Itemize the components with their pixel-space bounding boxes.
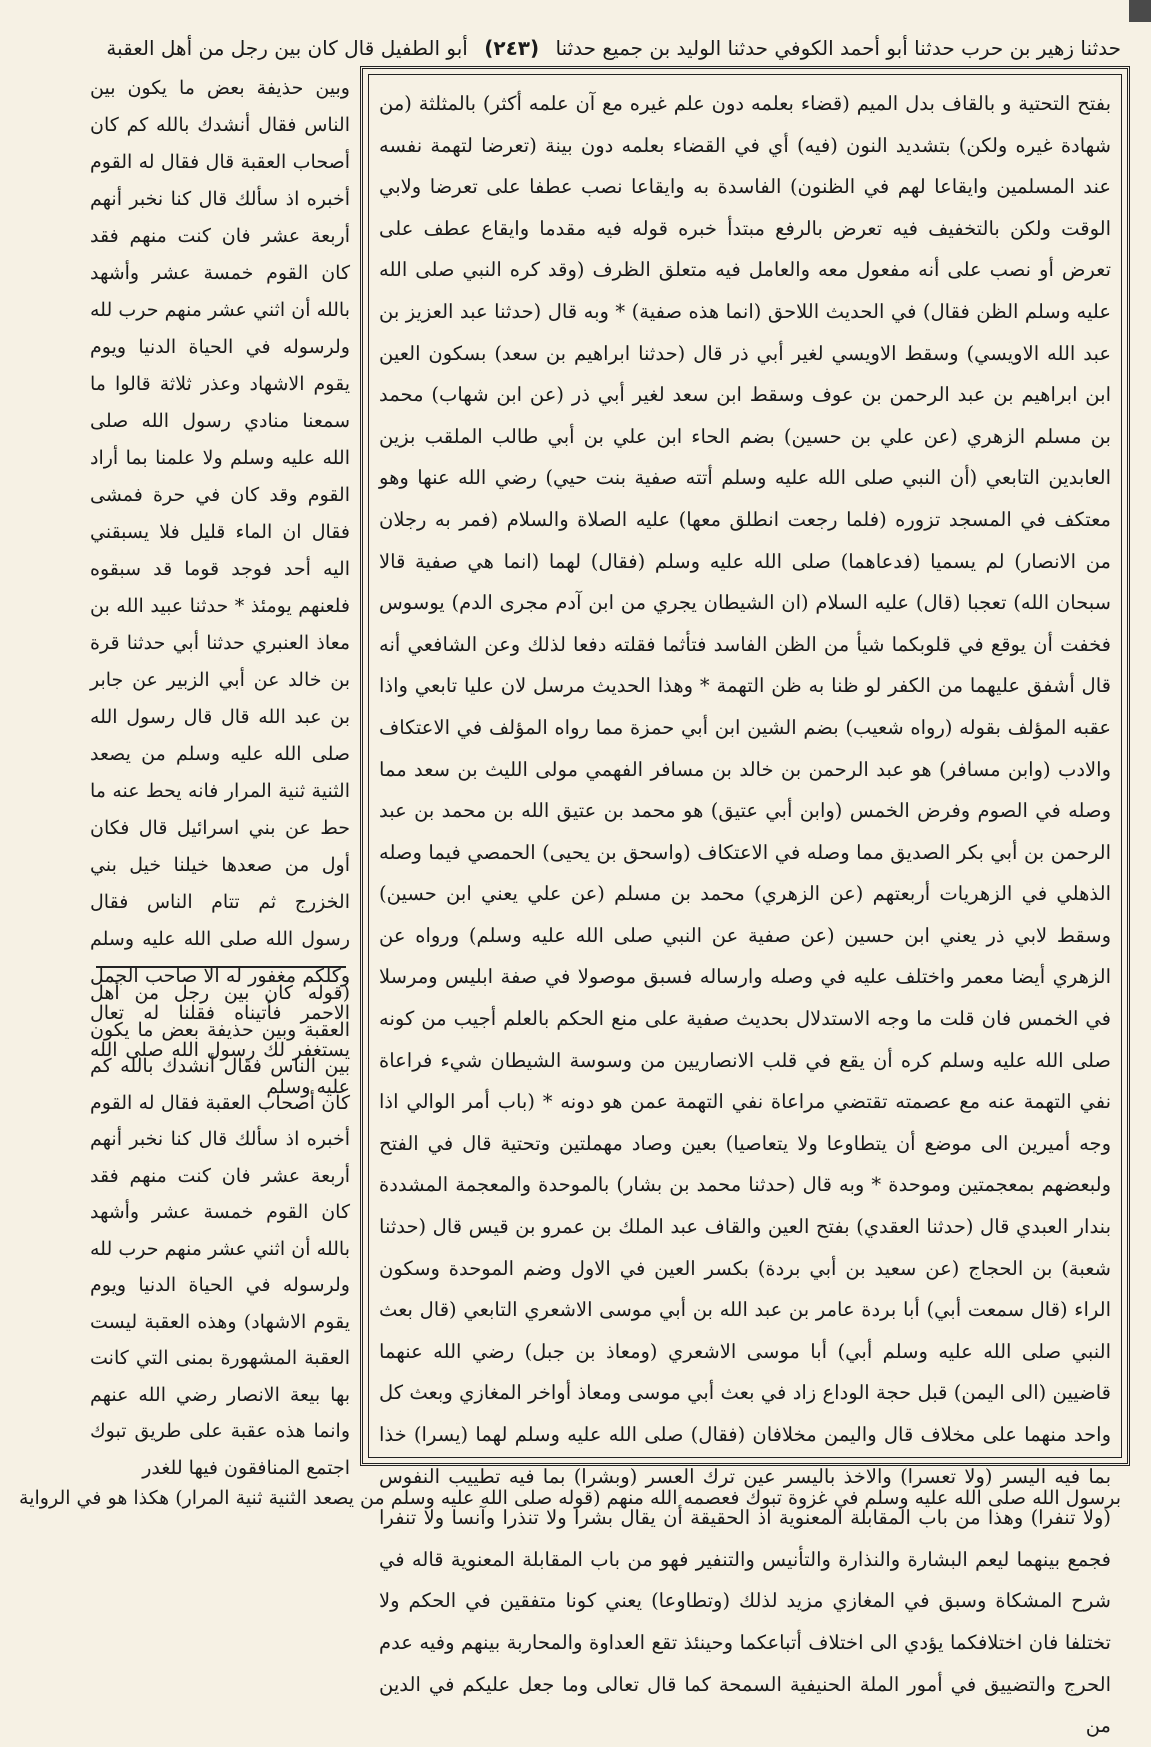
page-number: (٢٤٣) — [484, 36, 540, 60]
side-commentary-text: (قوله كان بين رجل من أهل العقبة وبين حذيفة بعض ما يكون بين الناس فقال أنشدك بالله كم كان أصحاب العقبة فقال له القوم أخبره اذ سألك قال كنا نخبر أنهم أربعة عشر فان كنت منهم فقد كان القوم خمسة عشر وأشهد بالله أن اثني عشر منهم حرب لله ولرسوله في الحياة الدنيا ويوم يقوم الاشهاد) وهذه العقبة ليست العقبة المشهورة بمنى التي كانت بها بيعة الانصار رضي الله عنهم وانما هذه عقبة على طريق تبوك اجتمع المنافقون فيها للغدر — [90, 982, 350, 1479]
side-hadith-text: وبين حذيفة بعض ما يكون بين الناس فقال أنشدك بالله كم كان أصحاب العقبة قال فقال له القوم أخبره اذ سألك قال كنا نخبر أنهم أربعة عشر فان كنت منهم فقد كان القوم خمسة عشر وأشهد بالله أن اثني عشر منهم حرب لله ولرسوله في الحياة الدنيا ويوم يقوم الاشهاد وعذر ثلاثة قالوا ما سمعنا منادي رسول الله صلى الله عليه وسلم ولا علمنا بما أراد القوم وقد كان في حرة فمشى فقال ان الماء قليل فلا يسبقني اليه أحد فوجد قوما قد سبقوه فلعنهم يومئذ * حدثنا عبيد الله بن معاذ العنبري حدثنا أبي حدثنا قرة بن خالد عن أبي الزبير عن جابر بن عبد الله قال قال رسول الله صلى الله عليه وسلم من يصعد الثنية ثنية المرار فانه يحط عنه ما حط عن بني اسرائيل قال فكان أول من صعدها خيلنا خيل بني الخزرج ثم تتام الناس فقال رسول الله صلى الله عليه وسلم وكلكم مغفور له الا صاحب الجمل الاحمر فأتيناه فقلنا له تعال يستغفر لك رسول الله صلى الله عليه وسلم — [90, 77, 350, 1098]
page-footer: برسول الله صلى الله عليه وسلم في غزوة تبوك فعصمه الله منهم (قوله صلى الله عليه وسلم من يصعد الثنية ثنية المرار) هكذا هو في الرواية — [19, 1487, 1121, 1509]
page-header — [90, 30, 1121, 66]
main-commentary-text: بفتح التحتية و بالقاف بدل الميم (قضاء بعلمه دون علم غيره مع آن علمه أكثر) بالمثلثة (من شهادة غيره ولكن) بتشديد النون (فيه) أي في القضاء بعلمه دون بينة (تعرضا لتهمة نفسه عند المسلمين وايقاعا لهم في الظنون) الفاسدة به وايقاعا نصب عطفا على تعرضا ولابي الوقت ولكن بالتخفيف فيه تعرض بالرفع مبتدأ خبره قوله فيه مقدما وايقاع عطف على تعرض أو نصب على أنه مفعول معه والعامل فيه متعلق الظرف (وقد كره النبي صلى الله عليه وسلم الظن فقال) في الحديث اللاحق (انما هذه صفية) * وبه قال (حدثنا عبد العزيز بن عبد الله الاويسي) وسقط الاويسي لغير أبي ذر قال (حدثنا ابراهيم بن سعد) بسكون العين ابن ابراهيم بن عبد الرحمن بن عوف وسقط ابن سعد لغير أبي ذر (عن ابن شهاب) محمد بن مسلم الزهري (عن علي بن حسين) بضم الحاء ابن علي بن أبي طالب الملقب بزين العابدين التابعي (أن النبي صلى الله عليه وسلم أتته صفية بنت حيي) رضي الله عنها وهو معتكف في المسجد تزوره (فلما رجعت انطلق معها) عليه الصلاة والسلام (فمر به رجلان من الانصار) لم يسميا (فدعاهما) صلى الله عليه وسلم (فقال) لهما (انما هي صفية قالا سبحان الله) تعجبا (قال) عليه السلام (ان الشيطان يجري من ابن آدم مجرى الدم) يوسوس فخفت أن يوقع في قلوبكما شيأ من الظن الفاسد فتأثما فقلته دفعا لذلك وعن الشافعي أنه قال أشفق عليهما من الكفر لو ظنا به ظن التهمة * وهذا الحديث مرسل لان عليا تابعي واذا عقبه المؤلف بقوله (رواه شعيب) بضم الشين ابن أبي حمزة مما رواه المؤلف في الاعتكاف والادب (وابن مسافر) هو عبد الرحمن بن خالد بن مسافر الفهمي مولى الليث بن سعد مما وصله في الصوم وفرض الخمس (وابن أبي عتيق) هو محمد بن عتيق الله بن محمد بن عبد الرحمن بن أبي بكر الصديق مما وصله في الاعتكاف (واسحق بن يحيى) الحمصي فيما وصله الذهلي في الزهريات أربعتهم (عن الزهري) محمد بن مسلم (عن علي يعني ابن حسين) وسقط لابي ذر يعني ابن حسين (عن صفية عن النبي صلى الله عليه وسلم) ورواه عن الزهري أيضا معمر واختلف عليه في وصله وارساله فسبق موصولا في صفة ابليس ومرسلا في الخمس فان قلت ما وجه الاستدلال بحديث صفية على منع الحكم بالعلم أجيب من كونه صلى الله عليه وسلم كره أن يقع في قلب الانصاريين من وسوسة الشيطان شيء فراعاة نفي التهمة عنه مع عصمته تقتضي مراعاة نفي التهمة عمن هو دونه * (باب أمر الوالي اذا وجه أميرين الى موضع أن يتطاوعا ولا يتعاصيا) بعين وصاد مهملتين وتحتية قال في الفتح ولبعضهم بمعجمتين وموحدة * وبه قال (حدثنا محمد بن بشار) بالموحدة والمعجمة المشددة بندار العبدي قال (حدثنا العقدي) بفتح العين والقاف عبد الملك بن عمرو بن قيس قال (حدثنا شعبة) بن الحجاج (عن سعيد بن أبي بردة) بكسر العين في الاول وضم الموحدة وسكون الراء (قال سمعت أبي) أبا بردة عامر بن عبد الله بن أبي موسى الاشعري التابعي (قال بعث النبي صلى الله عليه وسلم أبي) أبا موسى الاشعري (ومعاذ بن جبل) رضي الله عنهما قاضيين (الى اليمن) قبل حجة الوداع زاد في بعث أبي موسى ومعاذ أواخر المغازي وبعث كل واحد منهما على مخلاف قال واليمن مخلافان (فقال) صلى الله عليه وسلم لهما (يسرا) خذا بما فيه اليسر (ولا تعسرا) والاخذ باليسر عين ترك العسر (وبشرا) بما فيه تطييب النفوس (ولا تنفرا) وهذا من باب المقابلة المعنوية اذ الحقيقة أن يقال بشرا ولا تنذرا وآنسا ولا تنفرا فجمع بينهما ليعم البشارة والنذارة والتأنيس والتنفير فهو من باب المقابلة المعنوية قاله في شرح المشكاة وسبق في المغازي مزيد لذلك (وتطاوعا) يعني كونا متفقين في الحكم ولا تختلفا فان اختلافكما يؤدي الى اختلاف أتباعكما وحينئذ تقع العداوة والمحاربة بينهم وفيه عدم الحرج والتضييق في أمور الملة الحنيفية السمحة كما قال تعالى وما جعل عليكم في الدين من — [379, 92, 1111, 1738]
side-divider — [96, 966, 346, 968]
header-right-text: حدثنا زهير بن حرب حدثنا أبو أحمد الكوفي حدثنا الوليد بن جميع حدثنا — [555, 36, 1121, 60]
header-left-text: أبو الطفيل قال كان بين رجل من أهل العقبة — [106, 36, 468, 60]
scan-corner-mark — [1129, 0, 1151, 22]
